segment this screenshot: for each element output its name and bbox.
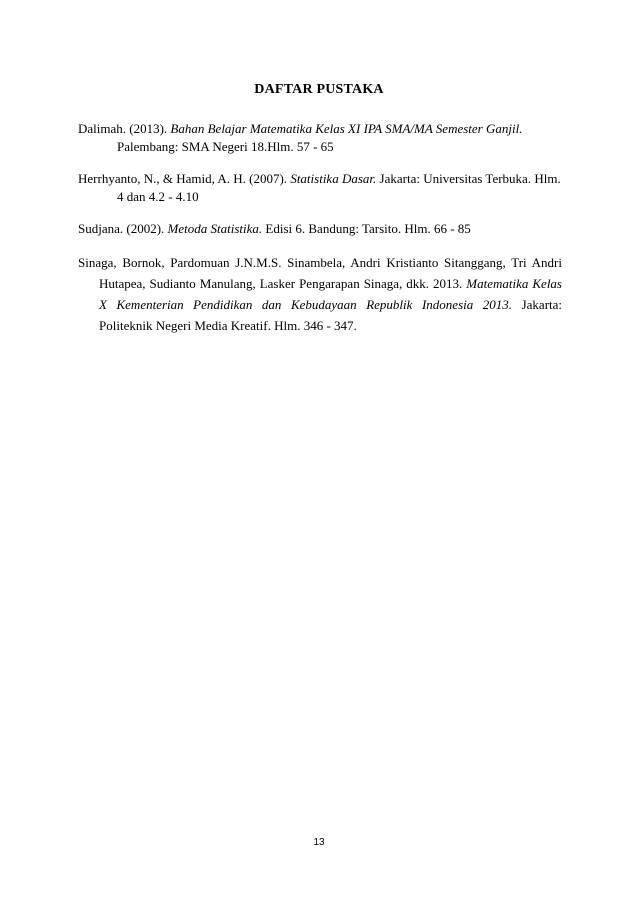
reference-publisher: Politeknik Negeri Media Kreatif. Hlm. 346 - 347. — [99, 318, 357, 333]
reference-pages: 4 dan 4.2 - 4.10 — [117, 189, 199, 204]
reference-city: Jakarta: — [512, 297, 563, 312]
reference-line — [78, 120, 562, 138]
reference-line — [78, 220, 562, 238]
reference-entry-dalimah — [78, 120, 562, 156]
reference-authors: Sinaga, Bornok, Pardomuan J.N.M.S. Sinambela, Andri Kristianto Sitanggang, Tri Andri — [78, 255, 562, 270]
reference-entry-herrhyanto — [78, 170, 562, 206]
reference-publisher: Jakarta: Universitas Terbuka. Hlm. — [376, 171, 561, 186]
reference-entry-sudjana — [78, 220, 562, 238]
page-number: 13 — [313, 837, 325, 848]
reference-author-year: Dalimah. (2013). — [78, 121, 171, 136]
reference-title-cont: X Kementerian Pendidikan dan Kebudayaan Republik Indonesia 2013. — [99, 297, 513, 312]
reference-line — [78, 294, 562, 315]
reference-author-year: Herrhyanto, N., & Hamid, A. H. (2007). — [78, 171, 291, 186]
reference-line — [78, 170, 562, 188]
reference-title: Matematika Kelas — [466, 276, 562, 291]
page-title: DAFTAR PUSTAKA — [254, 82, 384, 97]
reference-publisher: Edisi 6. Bandung: Tarsito. Hlm. 66 - 85 — [262, 221, 471, 236]
reference-line — [78, 273, 562, 294]
reference-title: Statistika Dasar. — [290, 171, 377, 186]
reference-list — [78, 120, 562, 336]
reference-author-year: Sudjana. (2002). — [78, 221, 168, 236]
reference-publisher: Palembang: SMA Negeri 18.Hlm. 57 - 65 — [117, 139, 334, 154]
reference-title: Bahan Belajar Matematika Kelas XI IPA SMA/MA Semester Ganjil. — [170, 121, 523, 136]
reference-title: Metoda Statistika. — [167, 221, 263, 236]
reference-authors-cont: Hutapea, Sudianto Manulang, Lasker Pengarapan Sinaga, dkk. 2013. — [99, 276, 467, 291]
reference-entry-sinaga — [78, 252, 562, 336]
